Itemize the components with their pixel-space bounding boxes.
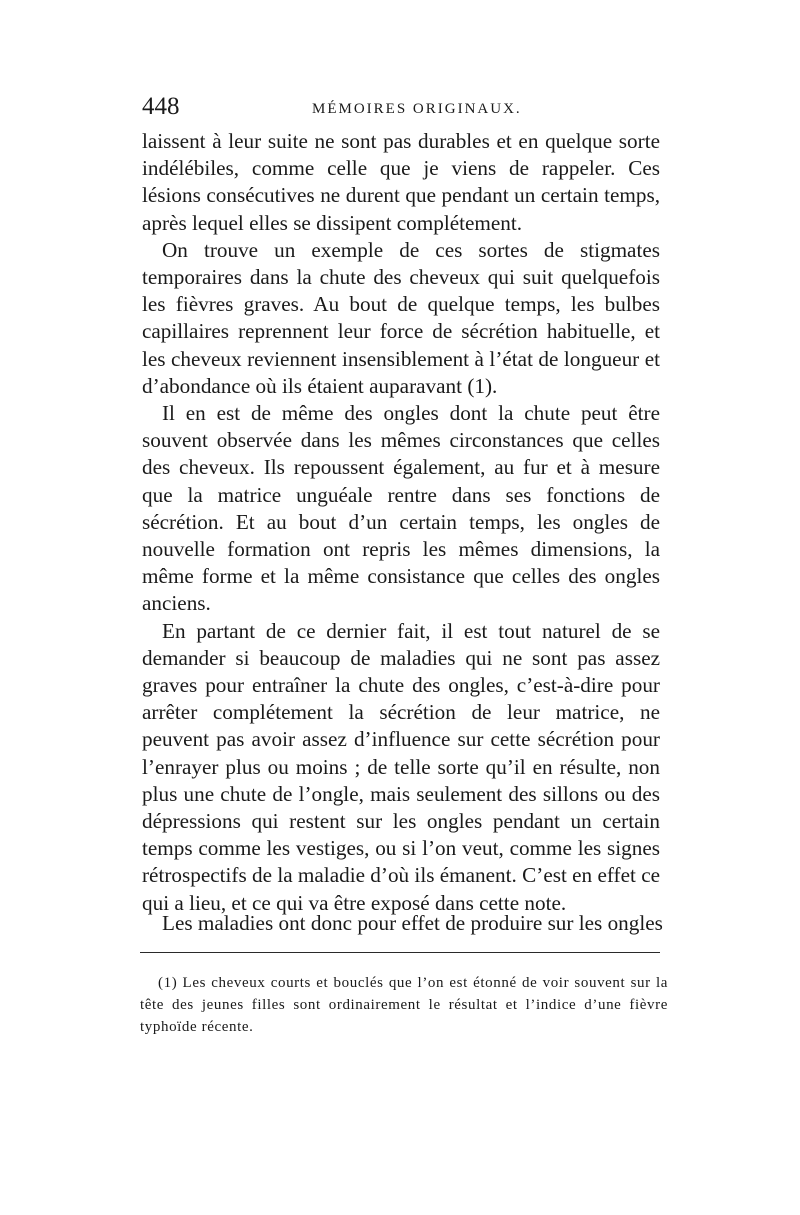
footnote-divider	[140, 952, 660, 953]
body-text	[142, 128, 660, 917]
page-header	[142, 92, 662, 126]
paragraph: Il en est de même des ongles dont la chute peut être souvent observée dans les mêmes circonstances que celles des cheveux. Ils repoussent également, au fur et à mesure que la matrice unguéale rentre dans ses fonctions de sécrétion. Et au bout d’un certain temps, les ongles de nouvelle formation ont repris les mêmes dimensions, la même forme et la même consistance que celles des ongles anciens.	[142, 401, 660, 616]
page-number: 448	[142, 93, 180, 120]
footnote: (1) Les cheveux courts et bouclés que l’on est étonné de voir souvent sur la tête des jeunes filles sont ordinairement le résultat et l’indice d’une fièvre typhoïde récente.	[140, 975, 668, 1035]
running-title: MÉMOIRES ORIGINAUX.	[312, 101, 522, 117]
paragraph: On trouve un exemple de ces sortes de stigmates temporaires dans la chute des cheveux qui suit quelquefois les fièvres graves. Au bout de quelque temps, les bulbes capillaires reprennent leur force de sécrétion habituelle, et les cheveux reviennent insensiblement à l’état de longueur et d’abondance où ils étaient auparavant (1).	[142, 237, 660, 398]
paragraph: En partant de ce dernier fait, il est tout naturel de se demander si beaucoup de maladies qui ne sont pas assez graves pour entraîner la chute des ongles, c’est-à-dire pour arrêter complétement la sécrétion de leur matrice, ne peuvent pas avoir assez d’influence sur cette sécrétion pour l’enrayer plus ou moins ; de telle sorte qu’il en résulte, non plus une chute de l’ongle, mais seulement des sillons ou des dépressions qui restent sur les ongles pendant un certain temps comme les vestiges, ou si l’on veut, comme les signes rétrospectifs de la maladie d’où ils émanent. C’est en effet ce qui a lieu, et ce qui va être exposé dans cette note.	[142, 618, 660, 915]
paragraph: laissent à leur suite ne sont pas durables et en quelque sorte indélébiles, comme celle que je viens de rappeler. Ces lésions consécutives ne durent que pendant un certain temps, après lequel elles se dissipent complétement.	[142, 129, 660, 235]
paragraph: Les maladies ont donc pour effet de produire sur les ongles	[162, 911, 663, 935]
